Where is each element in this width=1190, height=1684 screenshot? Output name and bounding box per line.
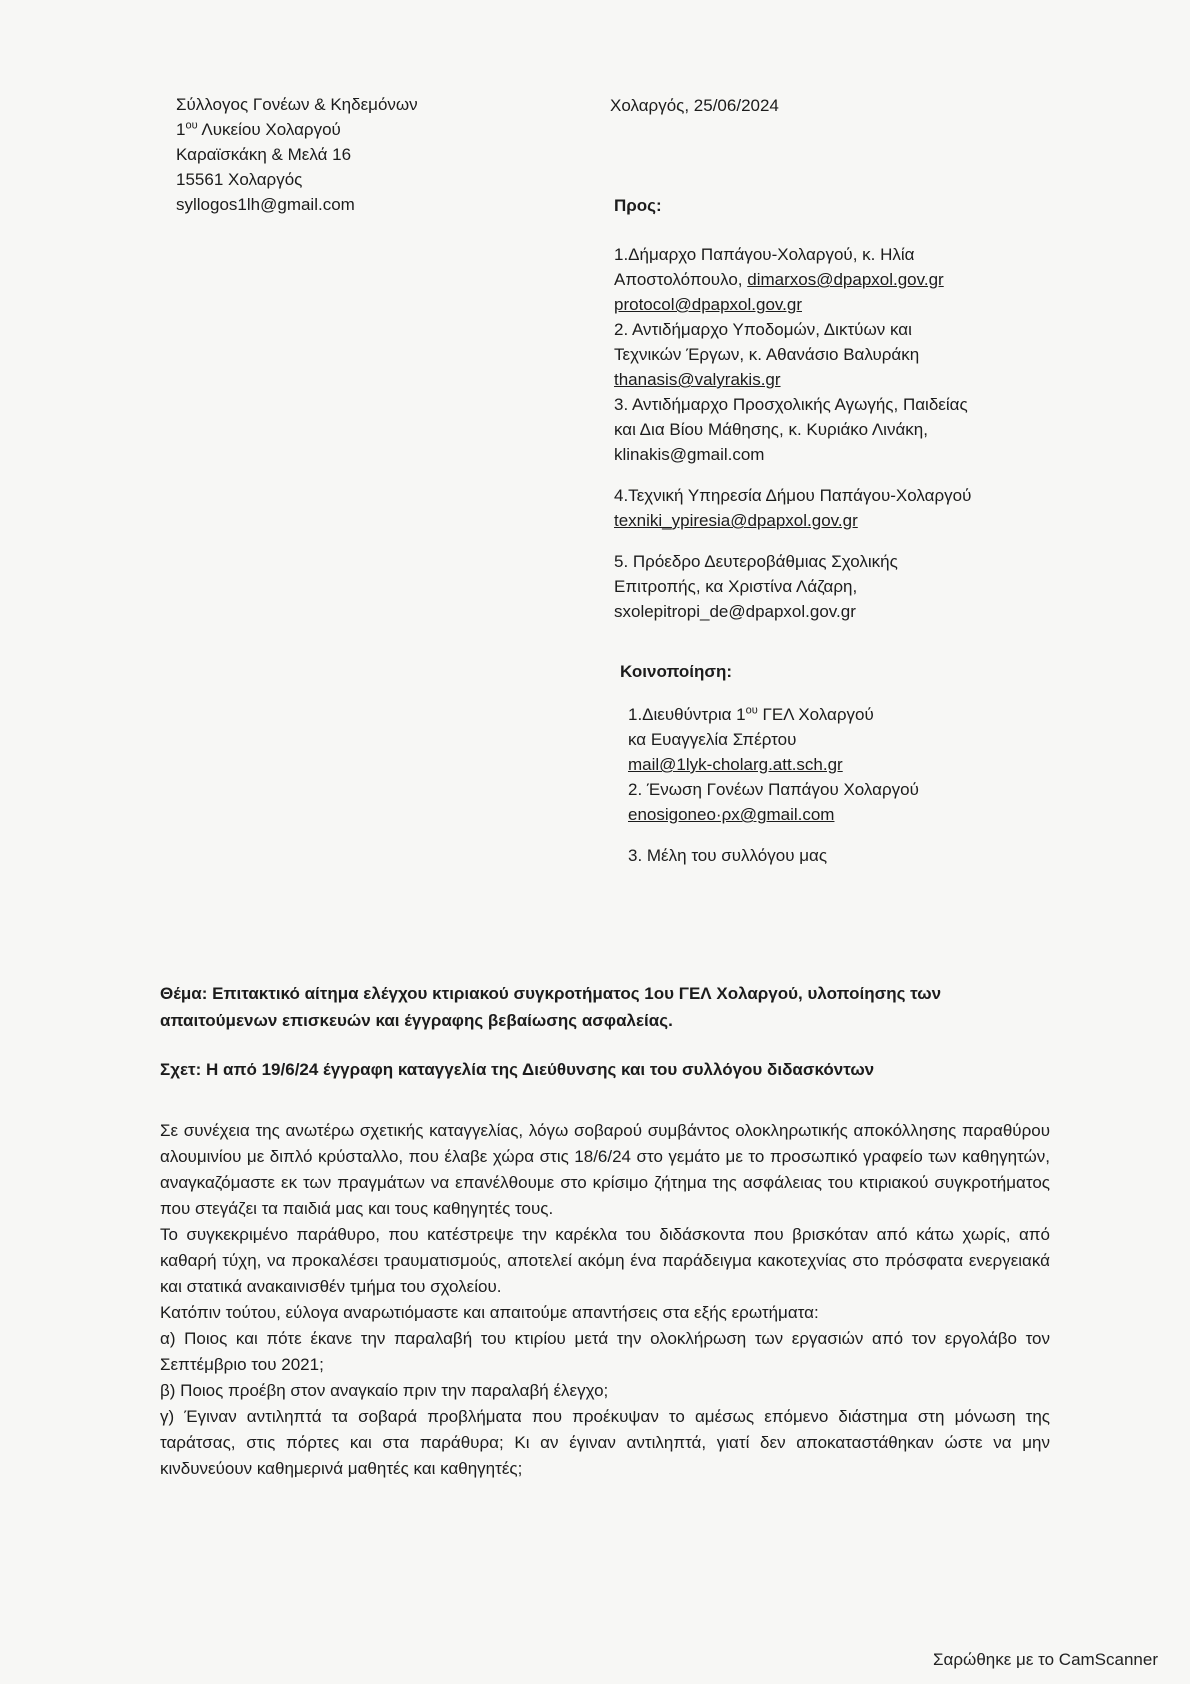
recipient-5-line-1: 5. Πρόεδρο Δευτεροβάθμιας Σχολικής	[614, 552, 898, 571]
body-paragraph: Κατόπιν τούτου, εύλογα αναρωτιόμαστε και απαιτούμε απαντήσεις στα εξής ερωτήματα:	[160, 1303, 819, 1322]
sender-email: syllogos1lh@gmail.com	[176, 195, 355, 214]
recipient-4-email-link: texniki_ypiresia@dpapxol.gov.gr	[614, 511, 858, 530]
recipient-1-line-2: Αποστολόπουλο, dimarxos@dpapxol.gov.gr	[614, 270, 944, 289]
letter-date: Χολαργός, 25/06/2024	[610, 96, 779, 115]
recipient-3-email: klinakis@gmail.com	[614, 445, 765, 464]
recipient-3-line-2: και Δια Βίου Μάθησης, κ. Κυριάκο Λινάκη,	[614, 420, 928, 439]
sender-city: 15561 Χολαργός	[176, 170, 303, 189]
cc-list	[628, 702, 919, 868]
camscanner-watermark: Σαρώθηκε με το CamScanner	[933, 1650, 1158, 1669]
reference-line: Σχετ: Η από 19/6/24 έγγραφη καταγγελία της Διεύθυνσης και του συλλόγου διδασκόντων	[160, 1060, 875, 1079]
recipient-2-line-2: Τεχνικών Έργων, κ. Αθανάσιο Βαλυράκη	[614, 345, 920, 364]
question-a: α) Ποιος και πότε έκανε την παραλαβή του κτιρίου μετά την ολοκλήρωση των εργασιών από τον εργολάβο τον Σεπτέμβριο του 2021;	[160, 1329, 1050, 1374]
recipients-list	[614, 242, 971, 624]
cc-3-line-1: 3. Μέλη του συλλόγου μας	[628, 846, 828, 865]
recipient-1-line-1: 1.Δήμαρχο Παπάγου-Χολαργού, κ. Ηλία	[614, 245, 915, 264]
recipient-1-email-2-link: protocol@dpapxol.gov.gr	[614, 295, 802, 314]
spacer	[614, 533, 971, 549]
recipient-4-line-1: 4.Τεχνική Υπηρεσία Δήμου Παπάγου-Χολαργού	[614, 486, 972, 505]
cc-1-line-1: 1.Διευθύντρια $1^{o\upsilon}$ ΓΕΛ Χολαργού	[628, 704, 874, 724]
to-label: Προς:	[614, 196, 662, 215]
sender-street: Καραϊσκάκη & Μελά 16	[176, 145, 352, 164]
body-paragraph: Το συγκεκριμένο παράθυρο, που κατέστρεψε την καρέκλα του διδάσκοντα που βρισκόταν από κάτω χωρίς, από καθαρή τύχη, να προκαλέσει τραυματισμούς, αποτελεί ακόμη ένα παράδειγμα κακοτεχνίας στο πρόσφατα ενεργειακά και στατικά ανακαινισθέν τμήμα του σχολείου.	[160, 1225, 1050, 1296]
recipient-2-email-link: thanasis@valyrakis.gr	[614, 370, 781, 389]
sender-address-block	[176, 92, 418, 217]
body-paragraph: Σε συνέχεια της ανωτέρω σχετικής καταγγελίας, λόγω σοβαρού συμβάντος ολοκληρωτικής αποκόλλησης παραθύρου αλουμινίου με διπλό κρύσταλλο, που έλαβε χώρα στις 18/6/24 στο γεμάτο με το προσωπικό γραφείο των καθηγητών, αναγκαζόμαστε εκ των πραγμάτων να επανέλθουμε στο κρίσιμο ζήτημα της ασφάλειας του κτιριακού συγκροτήματος που στεγάζει τα παιδιά μας και τους καθηγητές τους.	[160, 1121, 1050, 1218]
sender-school: $1^{o\upsilon}$ Λυκείου Χολαργού	[176, 119, 341, 139]
cc-2-email-link: enosigoneo·ρx@gmail.com	[628, 805, 835, 824]
sender-name: Σύλλογος Γονέων & Κηδεμόνων	[176, 95, 418, 114]
recipient-5-line-2: Επιτροπής, κα Χριστίνα Λάζαρη,	[614, 577, 858, 596]
cc-1-line-2: κα Ευαγγελία Σπέρτου	[628, 730, 797, 749]
cc-2-line-1: 2. Ένωση Γονέων Παπάγου Χολαργού	[628, 780, 919, 799]
recipient-1-email-link: dimarxos@dpapxol.gov.gr	[747, 270, 944, 289]
subject-heading: Θέμα: Επιτακτικό αίτημα ελέγχου κτιριακού συγκροτήματος 1ου ΓΕΛ Χολαργού, υλοποίησης των απαιτούμενων επισκευών και έγγραφης βεβαίωσης ασφαλείας.	[160, 984, 942, 1030]
cc-1-email-link: mail@1lyk-cholarg.att.sch.gr	[628, 755, 843, 774]
recipient-2-line-1: 2. Αντιδήμαρχο Υποδομών, Δικτύων και	[614, 320, 912, 339]
spacer	[614, 467, 971, 483]
recipient-5-email: sxolepitropi_de@dpapxol.gov.gr	[614, 602, 856, 621]
cc-label: Κοινοποίηση:	[620, 662, 733, 681]
question-b: β) Ποιος προέβη στον αναγκαίο πριν την παραλαβή έλεγχο;	[160, 1381, 609, 1400]
recipient-3-line-1: 3. Αντιδήμαρχο Προσχολικής Αγωγής, Παιδείας	[614, 395, 968, 414]
letter-body	[160, 1118, 1050, 1482]
spacer	[628, 827, 919, 843]
question-c: γ) Έγιναν αντιληπτά τα σοβαρά προβλήματα που προέκυψαν το αμέσως επόμενο διάστημα στη μόνωση της ταράτσας, στις πόρτες και στα παράθυρα; Κι αν έγιναν αντιληπτά, γιατί δεν αποκαταστάθηκαν ώστε να μην κινδυνεύουν καθημερινά μαθητές και καθηγητές;	[160, 1407, 1050, 1478]
